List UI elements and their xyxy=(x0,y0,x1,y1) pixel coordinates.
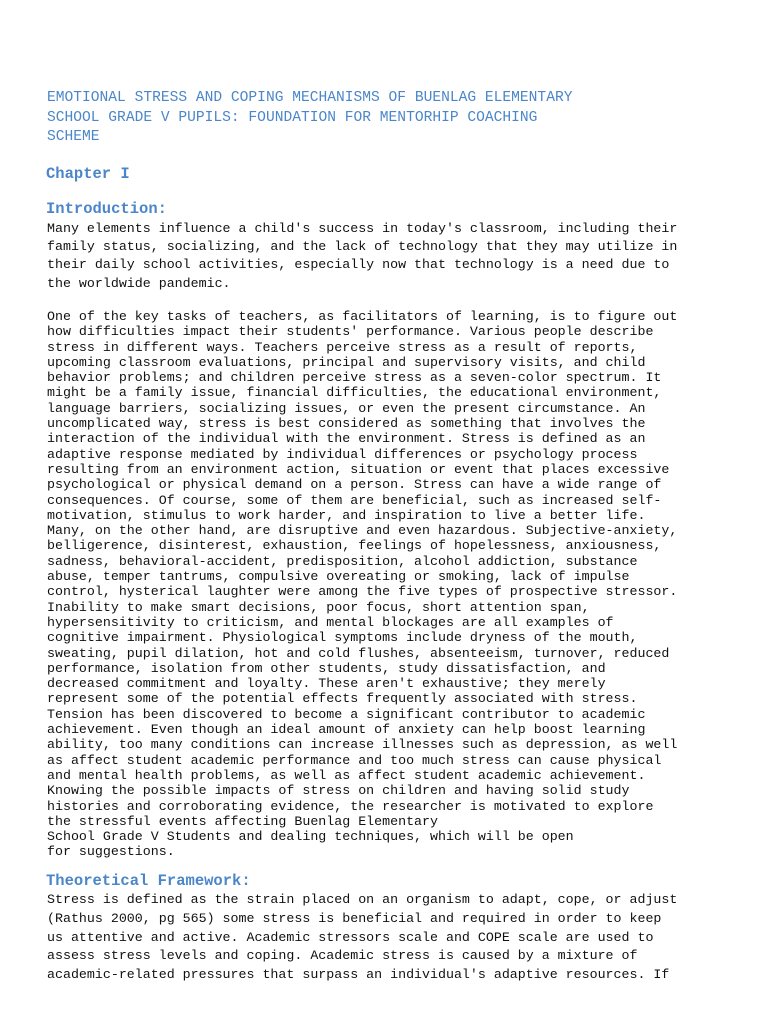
chapter-heading: Chapter I xyxy=(46,165,130,183)
introduction-paragraph-2: One of the key tasks of teachers, as facilitators of learning, is to figure out how difficulties impact their students' performance. Various people describe stress in different ways. Teachers perceive stress as a result of reports, upcoming classroom evaluations, principal and supervisory visits, and child behavior problems; and children perceive stress as a seven-color spectrum. It might be a family issue, financial difficulties, the educational environment, language barriers, socializing issues, or even the present circumstance. An uncomplicated way, stress is best considered as something that involves the interaction of the individual with the environment. Stress is defined as an adaptive response mediated by individual differences or psychology process resulting from an environment action, situation or event that places excessive psychological or physical demand on a person. Stress can have a wide range of consequences. Of course, some of them are beneficial, such as increased self- motivation, stimulus to work harder, and inspiration to live a better life. Many, on the other hand, are disruptive and even hazardous. Subjective-anxiety, belligerence, disinterest, exhaustion, feelings of hopelessness, anxiousness, sadness, behavioral-accident, predisposition, alcohol addiction, substance abuse, temper tantrums, compulsive overeating or smoking, lack of impulse control, hysterical laughter were among the five types of prospective stressor. Inability to make smart decisions, poor focus, short attention span, hypersensitivity to criticism, and mental blockages are all examples of cognitive impairment. Physiological symptoms include dryness of the mouth, sweating, pupil dilation, hot and cold flushes, absenteeism, turnover, reduced performance, isolation from other students, study dissatisfaction, and decreased commitment and loyalty. These aren't exhaustive; they merely represent some of the potential effects frequently associated with stress. Tension has been discovered to become a significant contributor to academic achievement. Even though an ideal amount of anxiety can help boost learning ability, too many conditions can increase illnesses such as depression, as well as affect student academic performance and too much stress can cause physical and mental health problems, as well as affect student academic achievement. Knowing the possible impacts of stress on children and having solid study histories and corroborating evidence, the researcher is motivated to explore the stressful events affecting Buenlag Elementary School Grade V Students and dealing techniques, which will be open for suggestions. xyxy=(47,309,678,860)
introduction-paragraph-1: Many elements influence a child's success in today's classroom, including their family status, socializing, and the lack of technology that they may utilize in their daily school activities, especially now that technology is a need due to the worldwide pandemic. xyxy=(47,221,678,291)
introduction-heading: Introduction: xyxy=(46,200,167,218)
theoretical-framework-heading: Theoretical Framework: xyxy=(46,872,251,890)
theoretical-framework-paragraph: Stress is defined as the strain placed on an organism to adapt, cope, or adjust (Rathus 2000, pg 565) some stress is beneficial and required in order to keep us attentive and active. Academic stressors scale and COPE scale are used to assess stress levels and coping. Academic stress is caused by a mixture of academic-related pressures that surpass an individual's adaptive resources. If xyxy=(47,892,678,983)
document-title: EMOTIONAL STRESS AND COPING MECHANISMS OF BUENLAG ELEMENTARY SCHOOL GRADE V PUPILS: FOUNDATION FOR MENTORHIP COACHING SCHEME xyxy=(47,90,573,145)
